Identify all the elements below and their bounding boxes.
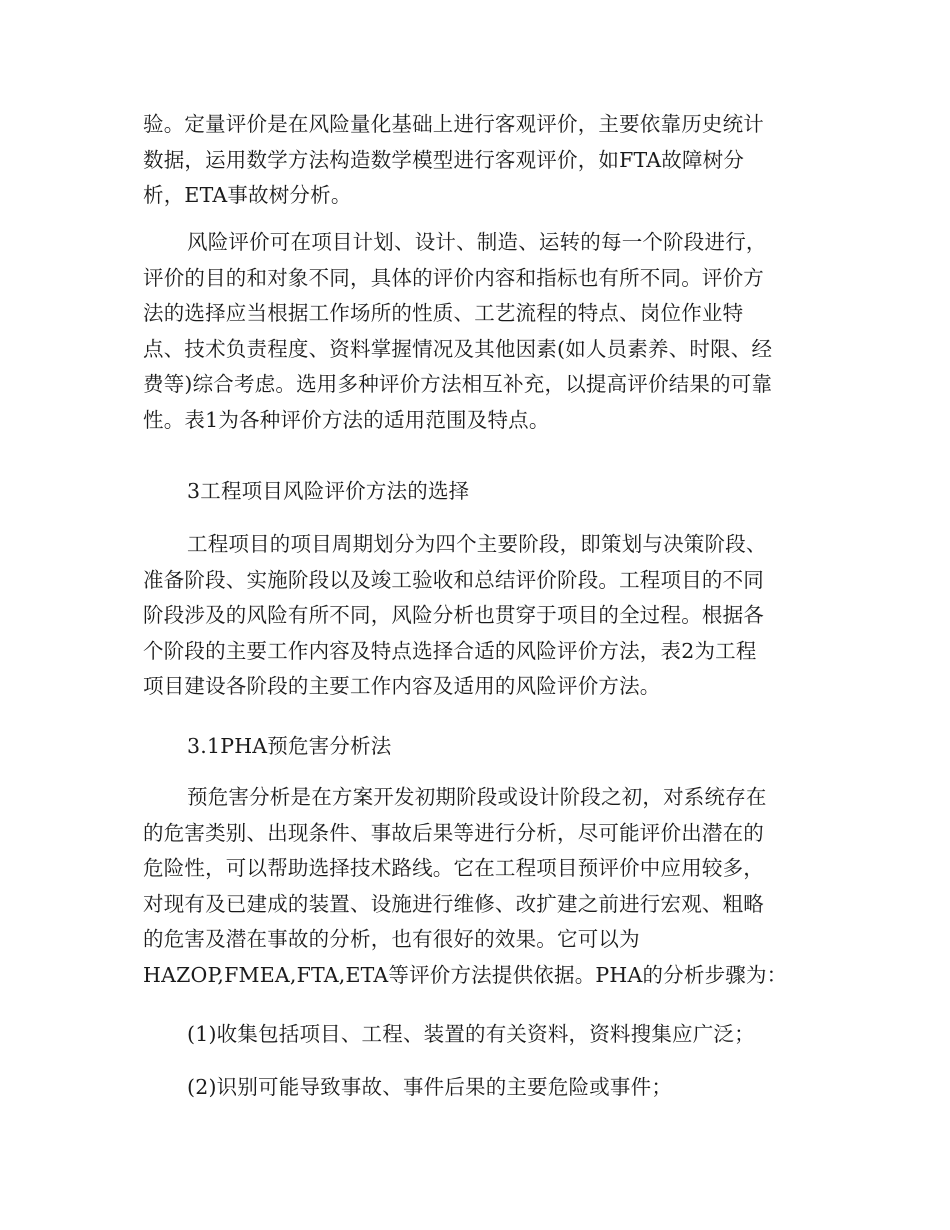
text-line: 的危害类别、出现条件、事故后果等进行分析，尽可能评价出潜在的 bbox=[143, 820, 764, 845]
text-line: 危险性，可以帮助选择技术路线。它在工程项目预评价中应用较多， bbox=[143, 856, 764, 880]
section-heading-3 bbox=[143, 474, 813, 510]
text-line: 的危害及潜在事故的分析，也有很好的效果。它可以为 bbox=[143, 927, 640, 951]
text-line: HAZOP,FMEA,FTA,ETA等评价方法提供依据。PHA的分析步骤为： bbox=[143, 962, 788, 987]
heading-text: 3.1PHA预危害分析法 bbox=[187, 734, 392, 758]
text-line: (1)收集包括项目、工程、装置的有关资料，资料搜集应广泛； bbox=[187, 1022, 755, 1046]
text-line: 点、技术负责程度、资料掌握情况及其他因素(如人员素养、时限、经 bbox=[143, 336, 773, 361]
text-line: 工程项目的项目周期划分为四个主要阶段，即策划与决策阶段、 bbox=[187, 532, 767, 556]
text-line: 预危害分析是在方案开发初期阶段或设计阶段之初，对系统存在 bbox=[187, 785, 767, 809]
paragraph-pha-description bbox=[143, 780, 813, 993]
text-line: 析，ETA事故树分析。 bbox=[143, 183, 352, 207]
text-line: 验。定量评价是在风险量化基础上进行客观评价，主要依靠历史统计 bbox=[143, 112, 764, 136]
paragraph-risk-evaluation-stages bbox=[143, 225, 813, 438]
text-line: 阶段涉及的风险有所不同，风险分析也贯穿于项目的全过程。根据各 bbox=[143, 603, 764, 627]
text-line: 准备阶段、实施阶段以及竣工验收和总结评价阶段。工程项目的不同 bbox=[143, 567, 764, 592]
paragraph-project-phases bbox=[143, 527, 813, 705]
list-item-step-2 bbox=[143, 1070, 813, 1106]
text-line: 对现有及已建成的装置、设施进行维修、改扩建之前进行宏观、粗略 bbox=[143, 891, 764, 916]
text-line: 评价的目的和对象不同，具体的评价内容和指标也有所不同。评价方 bbox=[143, 265, 764, 290]
text-line: (2)识别可能导致事故、事件后果的主要危险或事件； bbox=[187, 1075, 673, 1099]
text-line: 数据，运用数学方法构造数学模型进行客观评价，如FTA故障树分 bbox=[143, 147, 745, 172]
text-line: 法的选择应当根据工作场所的性质、工艺流程的特点、岗位作业特 bbox=[143, 301, 744, 325]
text-line: 性。表1为各种评价方法的适用范围及特点。 bbox=[143, 407, 550, 432]
heading-text: 3工程项目风险评价方法的选择 bbox=[187, 479, 470, 503]
text-line: 项目建设各阶段的主要工作内容及适用的风险评价方法。 bbox=[143, 674, 661, 698]
section-heading-3-1 bbox=[143, 729, 813, 765]
text-line: 费等)综合考虑。选用多种评价方法相互补充，以提高评价结果的可靠 bbox=[143, 372, 773, 396]
list-item-step-1 bbox=[143, 1017, 813, 1053]
text-line: 个阶段的主要工作内容及特点选择合适的风险评价方法，表2为工程 bbox=[143, 638, 757, 663]
paragraph-quantitative-evaluation bbox=[143, 107, 813, 214]
text-line: 风险评价可在项目计划、设计、制造、运转的每一个阶段进行， bbox=[187, 230, 767, 254]
